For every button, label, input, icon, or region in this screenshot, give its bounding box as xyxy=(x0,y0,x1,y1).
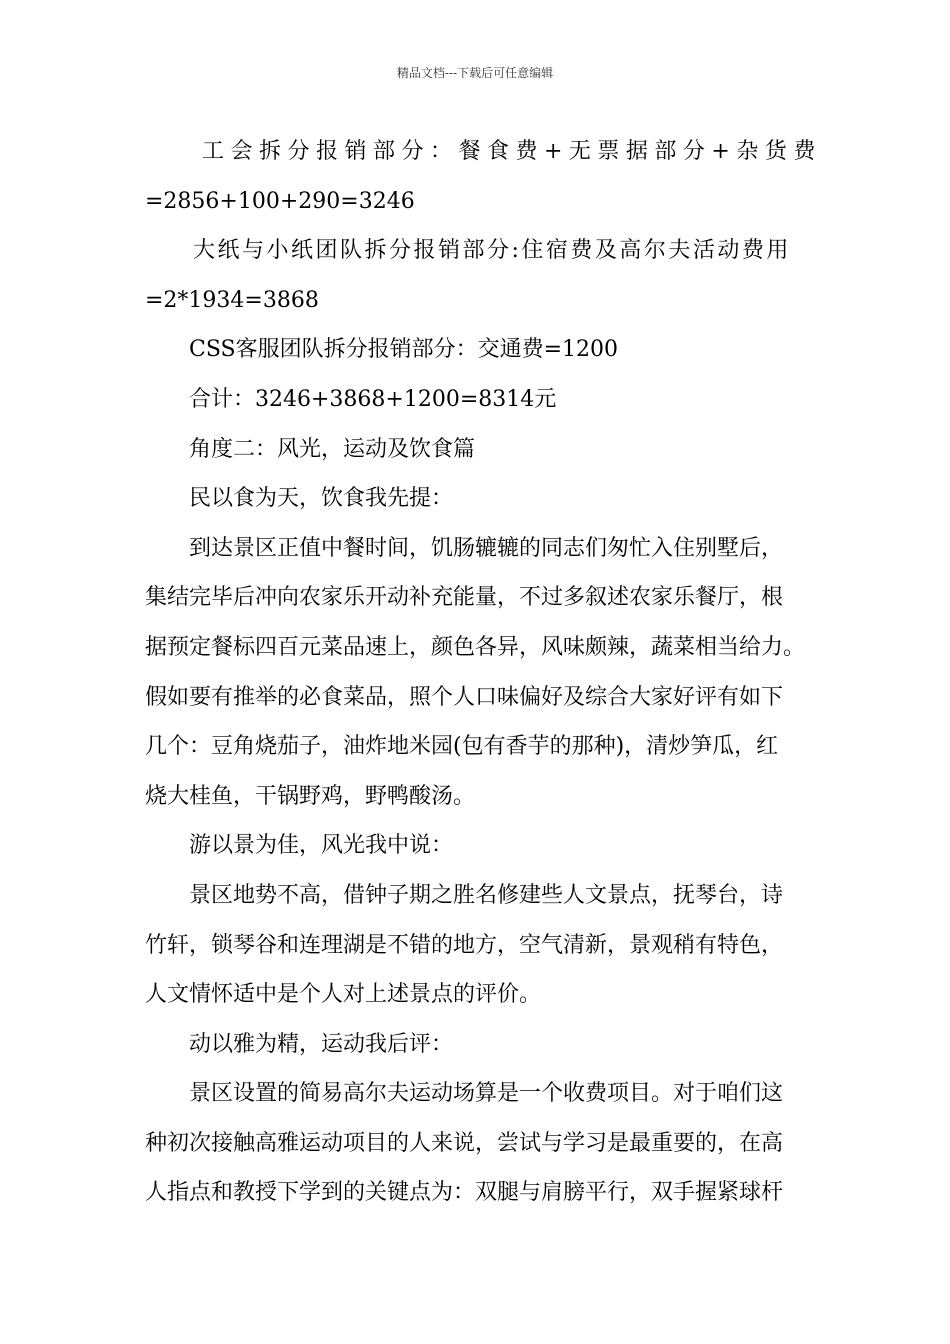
paragraph-food-line: 烧大桂鱼，干锅野鸡，野鸭酸汤。 xyxy=(145,783,476,809)
section-heading-angle-two: 角度二：风光，运动及饮食篇 xyxy=(189,436,476,462)
paragraph-food-line: 到达景区正值中餐时间，饥肠辘辘的同志们匆忙入住别墅后， xyxy=(189,535,784,561)
paragraph-food-line: 假如要有推举的必食菜品，照个人口味偏好及综合大家好评有如下 xyxy=(145,684,784,710)
paragraph-sports-line: 景区设置的简易高尔夫运动场算是一个收费项目。对于咱们这 xyxy=(189,1081,784,1107)
paragraph-sports-line: 人指点和教授下学到的关键点为：双腿与肩膀平行，双手握紧球杆 xyxy=(145,1180,784,1206)
page-header: 精品文档---下载后可任意编辑 xyxy=(396,66,554,80)
paragraph-css-team-expense: CSS客服团队拆分报销部分：交通费=1200 xyxy=(189,337,619,363)
paragraph-scenery-line: 竹轩，锁琴谷和连理湖是不错的地方，空气清新，景观稍有特色， xyxy=(145,932,784,958)
paragraph-paper-team-expense: 大纸与小纸团队拆分报销部分:住宿费及高尔夫活动费用 xyxy=(193,238,791,264)
subheading-scenery: 游以景为佳，风光我中说： xyxy=(189,833,454,859)
paragraph-food-line: 几个：豆角烧茄子，油炸地米园(包有香芋的那种)，清炒笋瓜，红 xyxy=(145,734,779,760)
paragraph-sports-line: 种初次接触高雅运动项目的人来说，尝试与学习是最重要的，在高 xyxy=(145,1130,784,1156)
subheading-food: 民以食为天，饮食我先提： xyxy=(189,486,454,512)
paragraph-total: 合计：3246+3868+1200=8314元 xyxy=(189,386,557,412)
paragraph-food-line: 集结完毕后冲向农家乐开动补充能量，不过多叙述农家乐餐厅，根 xyxy=(145,585,784,611)
paragraph-union-expense-total: =2856+100+290=3246 xyxy=(145,188,415,214)
paragraph-scenery-line: 人文情怀适中是个人对上述景点的评价。 xyxy=(145,982,542,1008)
subheading-sports: 动以雅为精，运动我后评： xyxy=(189,1031,454,1057)
paragraph-scenery-line: 景区地势不高，借钟子期之胜名修建些人文景点，抚琴台，诗 xyxy=(189,882,784,908)
document-body xyxy=(145,127,822,1218)
paragraph-paper-team-total: =2*1934=3868 xyxy=(145,287,319,313)
paragraph-union-expense: 工会拆分报销部分：餐食费+无票据部分+杂货费 xyxy=(202,139,822,164)
paragraph-food-line: 据预定餐标四百元菜品速上，颜色各异，风味颇辣，蔬菜相当给力。 xyxy=(145,634,806,660)
